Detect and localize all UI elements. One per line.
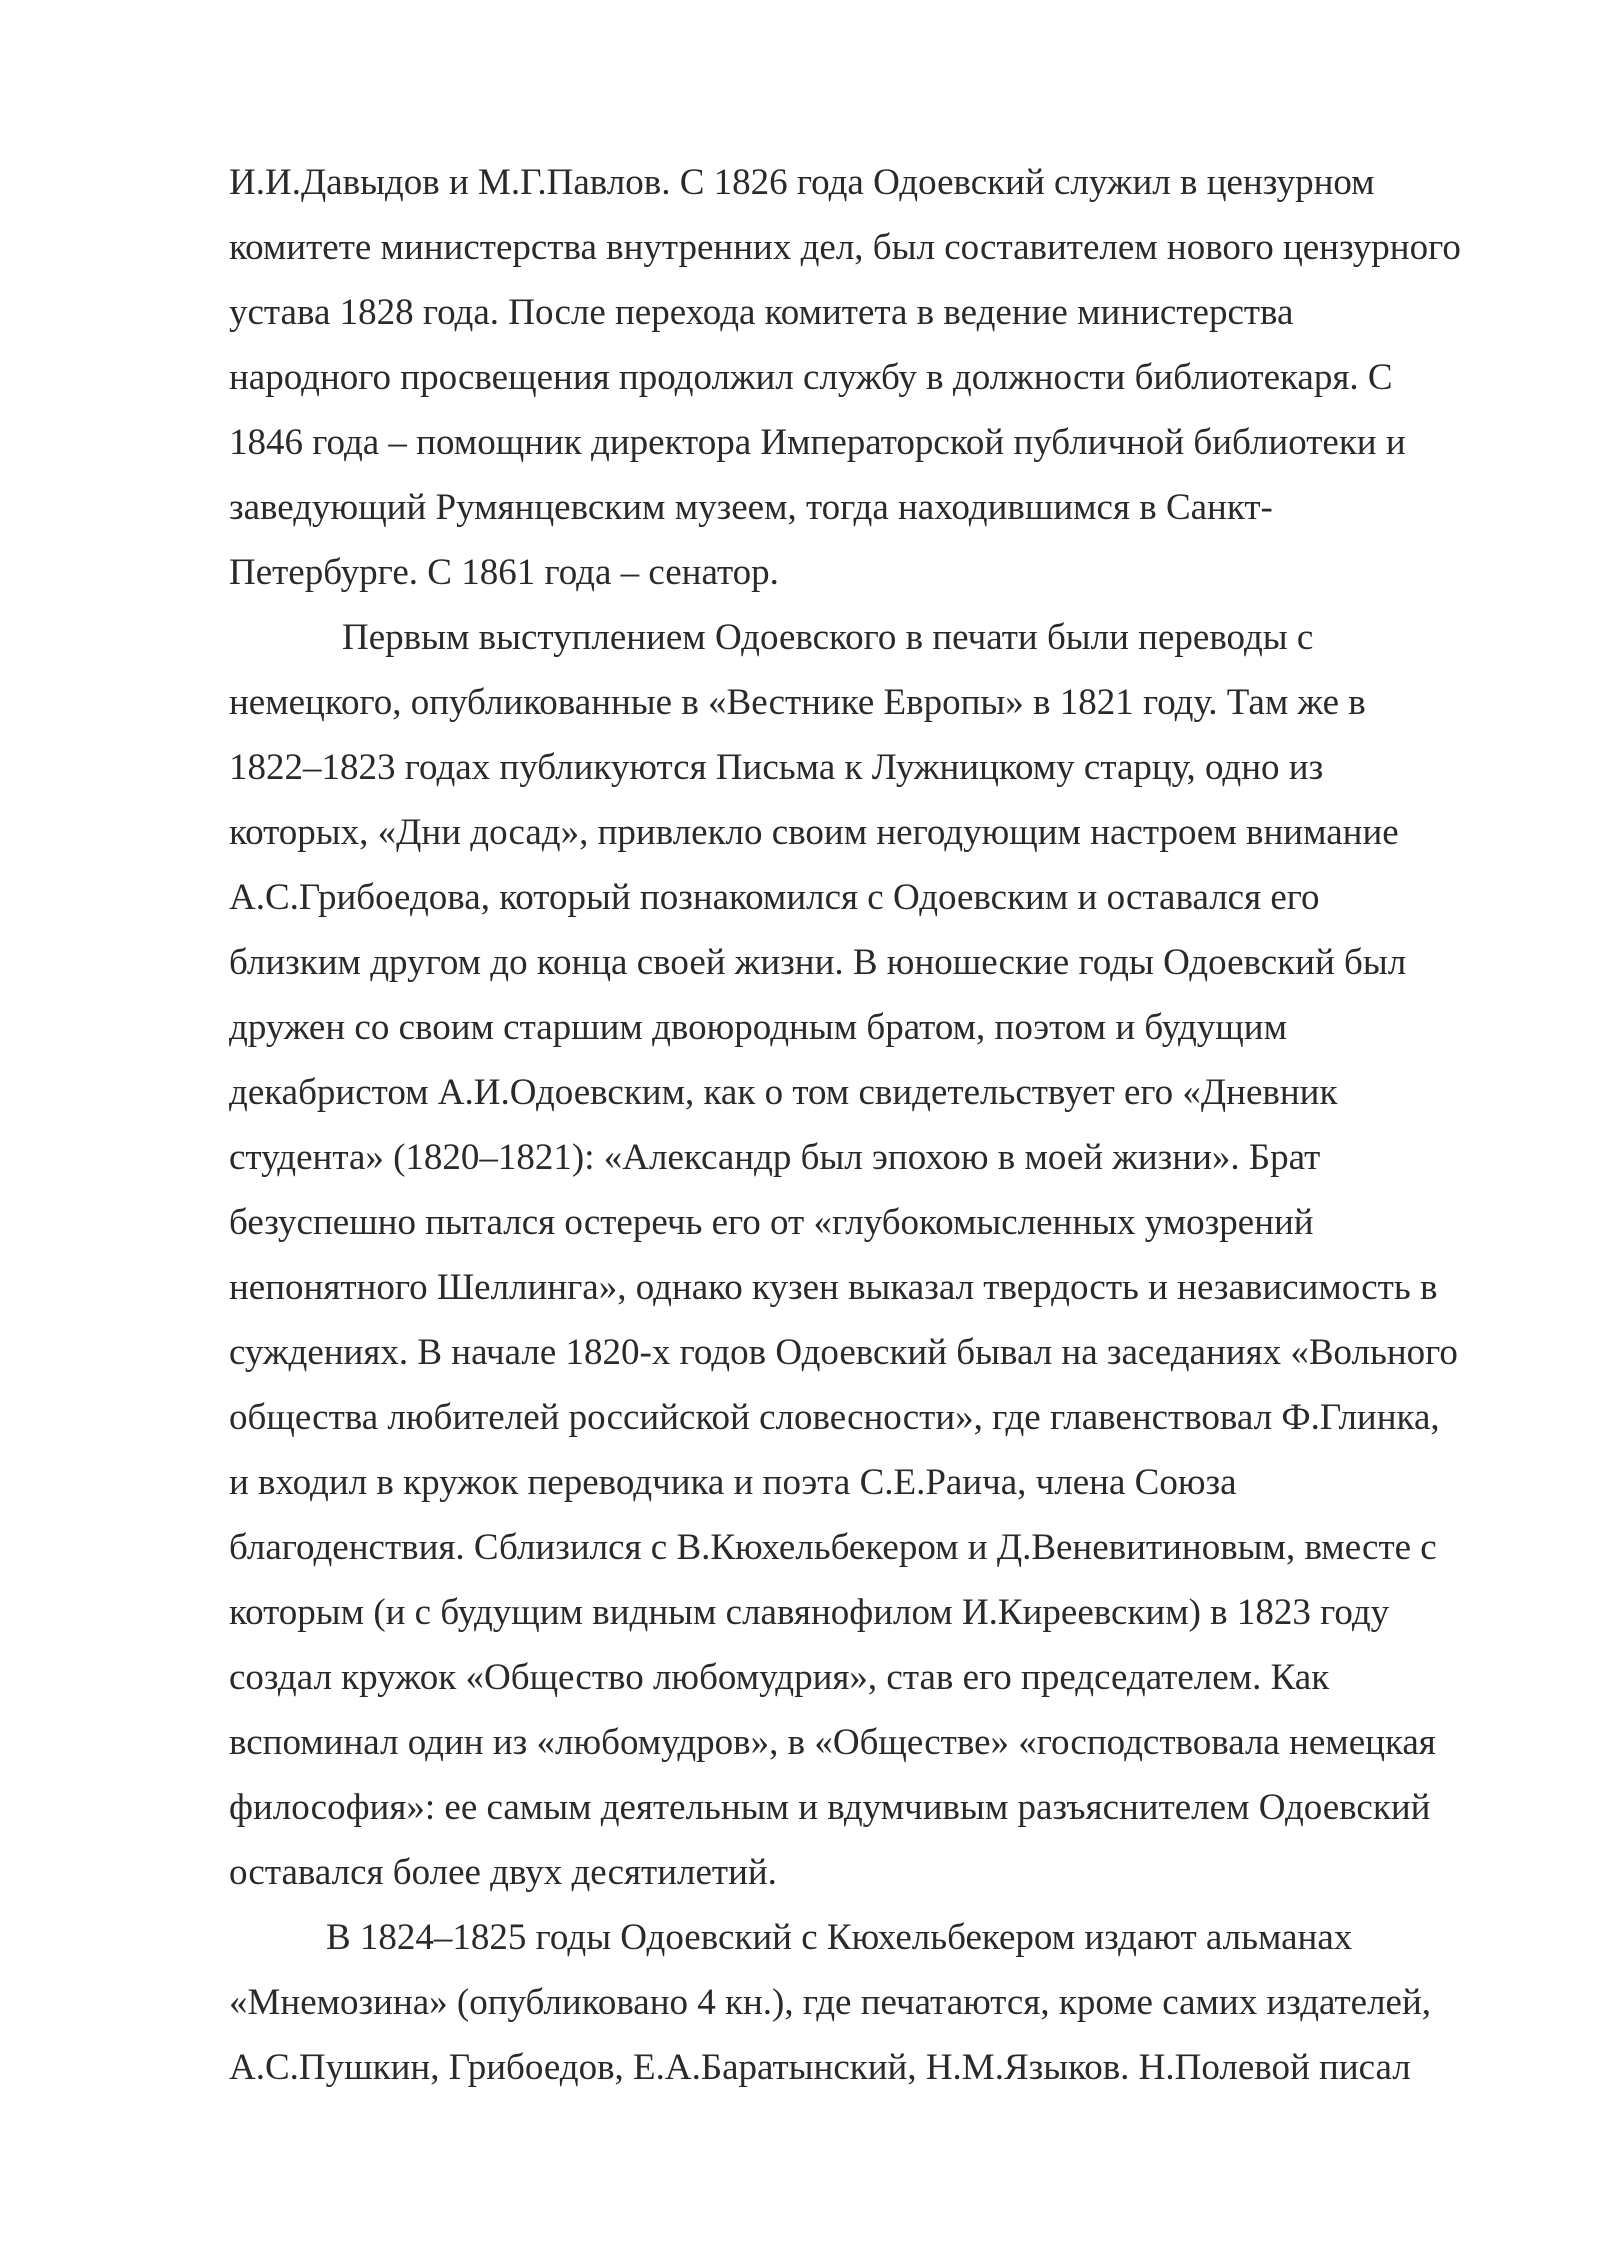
text-line: философия»: ее самым деятельным и вдумчивым разъяснителем Одоевский [229, 1787, 1431, 1828]
text-line: благоденствия. Сблизился с В.Кюхельбекером и Д.Веневитиновым, вместе с [229, 1527, 1437, 1568]
text-line: И.И.Давыдов и М.Г.Павлов. С 1826 года Одоевский служил в цензурном [229, 162, 1375, 203]
text-line: безуспешно пытался остеречь его от «глубокомысленных умозрений [229, 1202, 1314, 1243]
text-line: комитете министерства внутренних дел, был составителем нового цензурного [229, 227, 1461, 268]
text-line: создал кружок «Общество любомудрия», став его председателем. Как [229, 1657, 1330, 1698]
paragraph-3 [229, 1905, 1509, 2100]
text-line: и входил в кружок переводчика и поэта С.Е.Раича, члена Союза [229, 1462, 1237, 1503]
text-line: А.С.Пушкин, Грибоедов, Е.А.Баратынский, Н.М.Языков. Н.Полевой писал [229, 2047, 1411, 2088]
text-line: общества любителей российской словесности», где главенствовал Ф.Глинка, [229, 1397, 1440, 1438]
text-line: немецкого, опубликованные в «Вестнике Европы» в 1821 году. Там же в [229, 682, 1366, 723]
text-line: народного просвещения продолжил службу в должности библиотекаря. С [229, 357, 1393, 398]
text-line: 1822–1823 годах публикуются Письма к Лужницкому старцу, одно из [229, 747, 1324, 788]
text-line: дружен со своим старшим двоюродным братом, поэтом и будущим [229, 1007, 1287, 1048]
text-line: которых, «Дни досад», привлекло своим негодующим настроем внимание [229, 812, 1399, 853]
text-line: декабристом А.И.Одоевским, как о том свидетельствует его «Дневник [229, 1072, 1338, 1113]
text-line: устава 1828 года. После перехода комитета в ведение министерства [229, 292, 1294, 333]
text-line: 1846 года – помощник директора Императорской публичной библиотеки и [229, 422, 1406, 463]
text-line: «Мнемозина» (опубликовано 4 кн.), где печатаются, кроме самих издателей, [229, 1982, 1432, 2023]
text-line: суждениях. В начале 1820-х годов Одоевский бывал на заседаниях «Вольного [229, 1332, 1458, 1373]
paragraph-2 [229, 605, 1509, 1905]
text-line: оставался более двух десятилетий. [229, 1852, 777, 1893]
document-body [229, 150, 1509, 2100]
text-line: заведующий Румянцевским музеем, тогда находившимся в Санкт- [229, 487, 1273, 528]
paragraph-1 [229, 150, 1509, 605]
text-line: Петербурге. С 1861 года – сенатор. [229, 552, 779, 593]
text-line: вспоминал один из «любомудров», в «Обществе» «господствовала немецкая [229, 1722, 1436, 1763]
text-line: студента» (1820–1821): «Александр был эпохою в моей жизни». Брат [229, 1137, 1321, 1178]
text-line: В 1824–1825 годы Одоевский с Кюхельбекером издают альманах [326, 1917, 1353, 1958]
text-line: которым (и с будущим видным славянофилом И.Киреевским) в 1823 году [229, 1592, 1390, 1633]
text-line: непонятного Шеллинга», однако кузен выказал твердость и независимость в [229, 1267, 1438, 1308]
text-line: Первым выступлением Одоевского в печати были переводы с [342, 617, 1314, 658]
text-line: А.С.Грибоедова, который познакомился с Одоевским и оставался его [229, 877, 1320, 918]
text-line: близким другом до конца своей жизни. В юношеские годы Одоевский был [229, 942, 1407, 983]
